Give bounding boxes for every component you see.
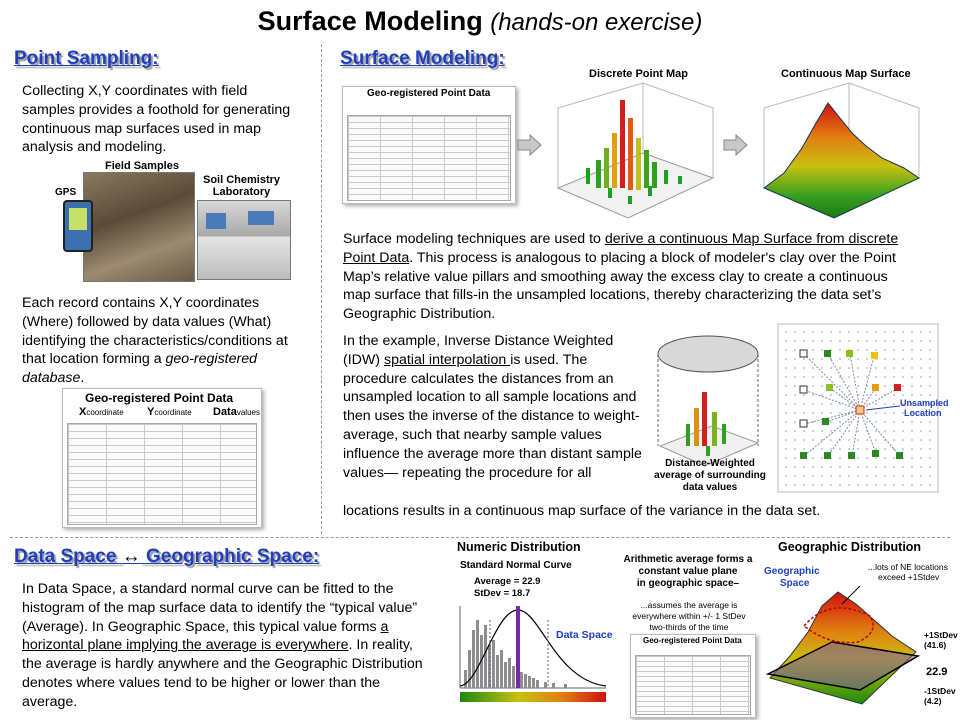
sm-para1-pre: Surface modeling techniques are used to [343, 231, 605, 247]
idw-caption-1: Distance-Weighted [665, 458, 755, 469]
geo-space-1: Geographic [764, 566, 820, 577]
geo-table-top-grid [347, 115, 511, 201]
idw-caption [650, 458, 770, 494]
surface-modeling-heading: Surface Modeling: [340, 48, 505, 69]
geo-table-data-header: Datavalues [213, 406, 260, 418]
plus-stdev-label [924, 630, 958, 650]
ne-locations-note [868, 562, 948, 582]
ds-para-pre: In Data Space, a standard normal curve can be fitted to the histogram of the map surface data to identify the “typical value” (Average). In Geographic Space, this typical value forms [22, 581, 418, 635]
geo-table-x-header: Xcoordinate [79, 406, 124, 418]
page-title [0, 6, 960, 37]
para2-pre: Each record contains X,Y coordinates (Where) followed by data values (What) identifying the characteristics/conditions at that location forming a [22, 295, 288, 368]
stdev-label: StDev = 18.7 [474, 588, 531, 599]
numeric-distribution-title: Numeric Distribution [457, 540, 581, 554]
geo-registered-table-top [342, 86, 516, 204]
geo-registered-table-left [62, 388, 262, 528]
data-space-label: Data Space [556, 629, 613, 641]
geo-table-title: Geo-registered Point Data [85, 391, 234, 405]
field-samples-label: Field Samples [105, 160, 179, 172]
assumes-line-2: everywhere within +/- 1 StDev [632, 611, 746, 621]
avg-value-label: 22.9 [926, 666, 948, 678]
geographic-surface-chart [760, 586, 926, 716]
ne-line-1: ...lots of NE locations [868, 562, 948, 572]
ds-para-link: a horizontal plane implying the average is everywhere [22, 618, 389, 654]
sm-para2-post: is used. The procedure calculates the distances from an unsampled location to all sample locations and then uses the inverse of the distance to weight-average, such that nearby sample values influence the average more than distant sample values— repeating the procedure for all [343, 351, 642, 481]
geographic-distribution-title: Geographic Distribution [778, 540, 922, 554]
title-main: Surface Modeling [257, 6, 483, 36]
idw-grid-diagram [776, 322, 949, 494]
geographic-distribution-panel [760, 540, 958, 716]
ne-line-2: exceed +1Stdev [878, 572, 940, 582]
unsampled-label-1: Unsampled [900, 398, 949, 408]
geo-table-bottom-title: Geo-registered Point Data [643, 636, 742, 645]
geo-registered-table-bottom [630, 634, 756, 718]
geo-table-top-title: Geo-registered Point Data [367, 88, 491, 99]
field-sample-photo [83, 172, 195, 282]
arith-line-3: in geographic space– [636, 578, 740, 589]
discrete-point-map-chart [548, 78, 720, 226]
sm-para1-link: derive a continuous Map Surface from discrete Point Data [343, 231, 899, 266]
histogram-chart [440, 600, 610, 712]
soil-lab-label-2: Laboratory [212, 186, 271, 198]
histogram-bars [464, 620, 567, 688]
average-label: Average = 22.9 [474, 576, 541, 587]
arrow-right-icon-2 [724, 135, 748, 155]
sm-para1-post: . This process is analogous to placing a block of modeler's clay over the Point Map’s relative value pillars and smoothing away the excess clay to create a continuous map surface that fills-in the unsampled locations, thereby characterizing the data set’s Geographic Distribution. [343, 249, 896, 323]
minus-stdev-label [924, 686, 956, 706]
title-sub: (hands-on exercise) [490, 9, 703, 36]
surface-modeling-para1 [343, 230, 918, 324]
arithmetic-average-note [618, 554, 758, 590]
arith-line-2: constant value plane [638, 566, 738, 577]
plus-sd-val: (41.6) [924, 640, 947, 650]
data-space-heading-b: Geographic Space: [146, 546, 320, 567]
point-sampling-para1: Collecting X,Y coordinates with field samples provides a foothold for generating continuous map surfaces used in map analysis and modeling. [22, 83, 291, 156]
ds-para-post: . In reality, the average is hardly anywhere and the Geographic Distribution denotes where values tend to be higher or lower than the average. [22, 637, 423, 710]
sm-para2-link: spatial interpolation [383, 351, 511, 368]
assumes-line-1: ...assumes the average is [640, 600, 738, 610]
soil-lab-photo [197, 200, 291, 280]
horizontal-divider [10, 537, 950, 538]
minus-sd: -1StDev [924, 686, 956, 696]
double-arrow-icon: ↔ [121, 546, 141, 567]
geo-table-bottom-grid [635, 655, 751, 715]
geo-table-grid [67, 423, 257, 525]
discrete-point-map-label: Discrete Point Map [589, 68, 689, 80]
soil-lab-label-1: Soil Chemistry [203, 174, 281, 186]
arith-line-1: Arithmetic average forms a [623, 554, 753, 565]
surface-modeling-para2-tail: locations results in a continuous map surface of the variance in the data set. [343, 503, 821, 519]
numeric-distribution-panel [430, 540, 624, 716]
gps-device-image [63, 200, 93, 252]
surface-modeling-para2 [343, 332, 643, 482]
data-space-heading [14, 546, 319, 568]
field-samples-collage [55, 160, 295, 285]
data-space-para [22, 580, 432, 712]
gps-label: GPS [55, 187, 77, 198]
idw-caption-2: average of surrounding [654, 470, 766, 481]
point-sampling-heading: Point Sampling: [14, 48, 159, 69]
geo-table-y-header: Ycoordinate [147, 406, 192, 418]
unsampled-label-2: Location [904, 408, 942, 418]
point-sampling-para2 [22, 294, 312, 388]
para2-em: geo-registered database [22, 351, 258, 387]
continuous-map-surface-label: Continuous Map Surface [781, 68, 911, 80]
data-space-heading-a: Data Space [14, 546, 117, 567]
assumes-line-3: two-thirds of the time [649, 622, 729, 632]
soil-lab-label [203, 174, 280, 198]
plus-sd: +1StDev [924, 630, 958, 640]
arrow-right-icon [518, 135, 542, 155]
geo-space-2: Space [780, 578, 810, 589]
minus-sd-val: (4.2) [924, 696, 942, 706]
sm-para2-pre: In the example, Inverse Distance Weighted (IDW) [343, 333, 614, 368]
normal-curve-label: Standard Normal Curve [460, 560, 572, 571]
idw-caption-3: data values [682, 482, 738, 493]
para2-post: . [80, 370, 85, 387]
assumes-note [624, 600, 754, 633]
vertical-divider [321, 44, 322, 534]
continuous-map-surface-chart [754, 78, 926, 226]
